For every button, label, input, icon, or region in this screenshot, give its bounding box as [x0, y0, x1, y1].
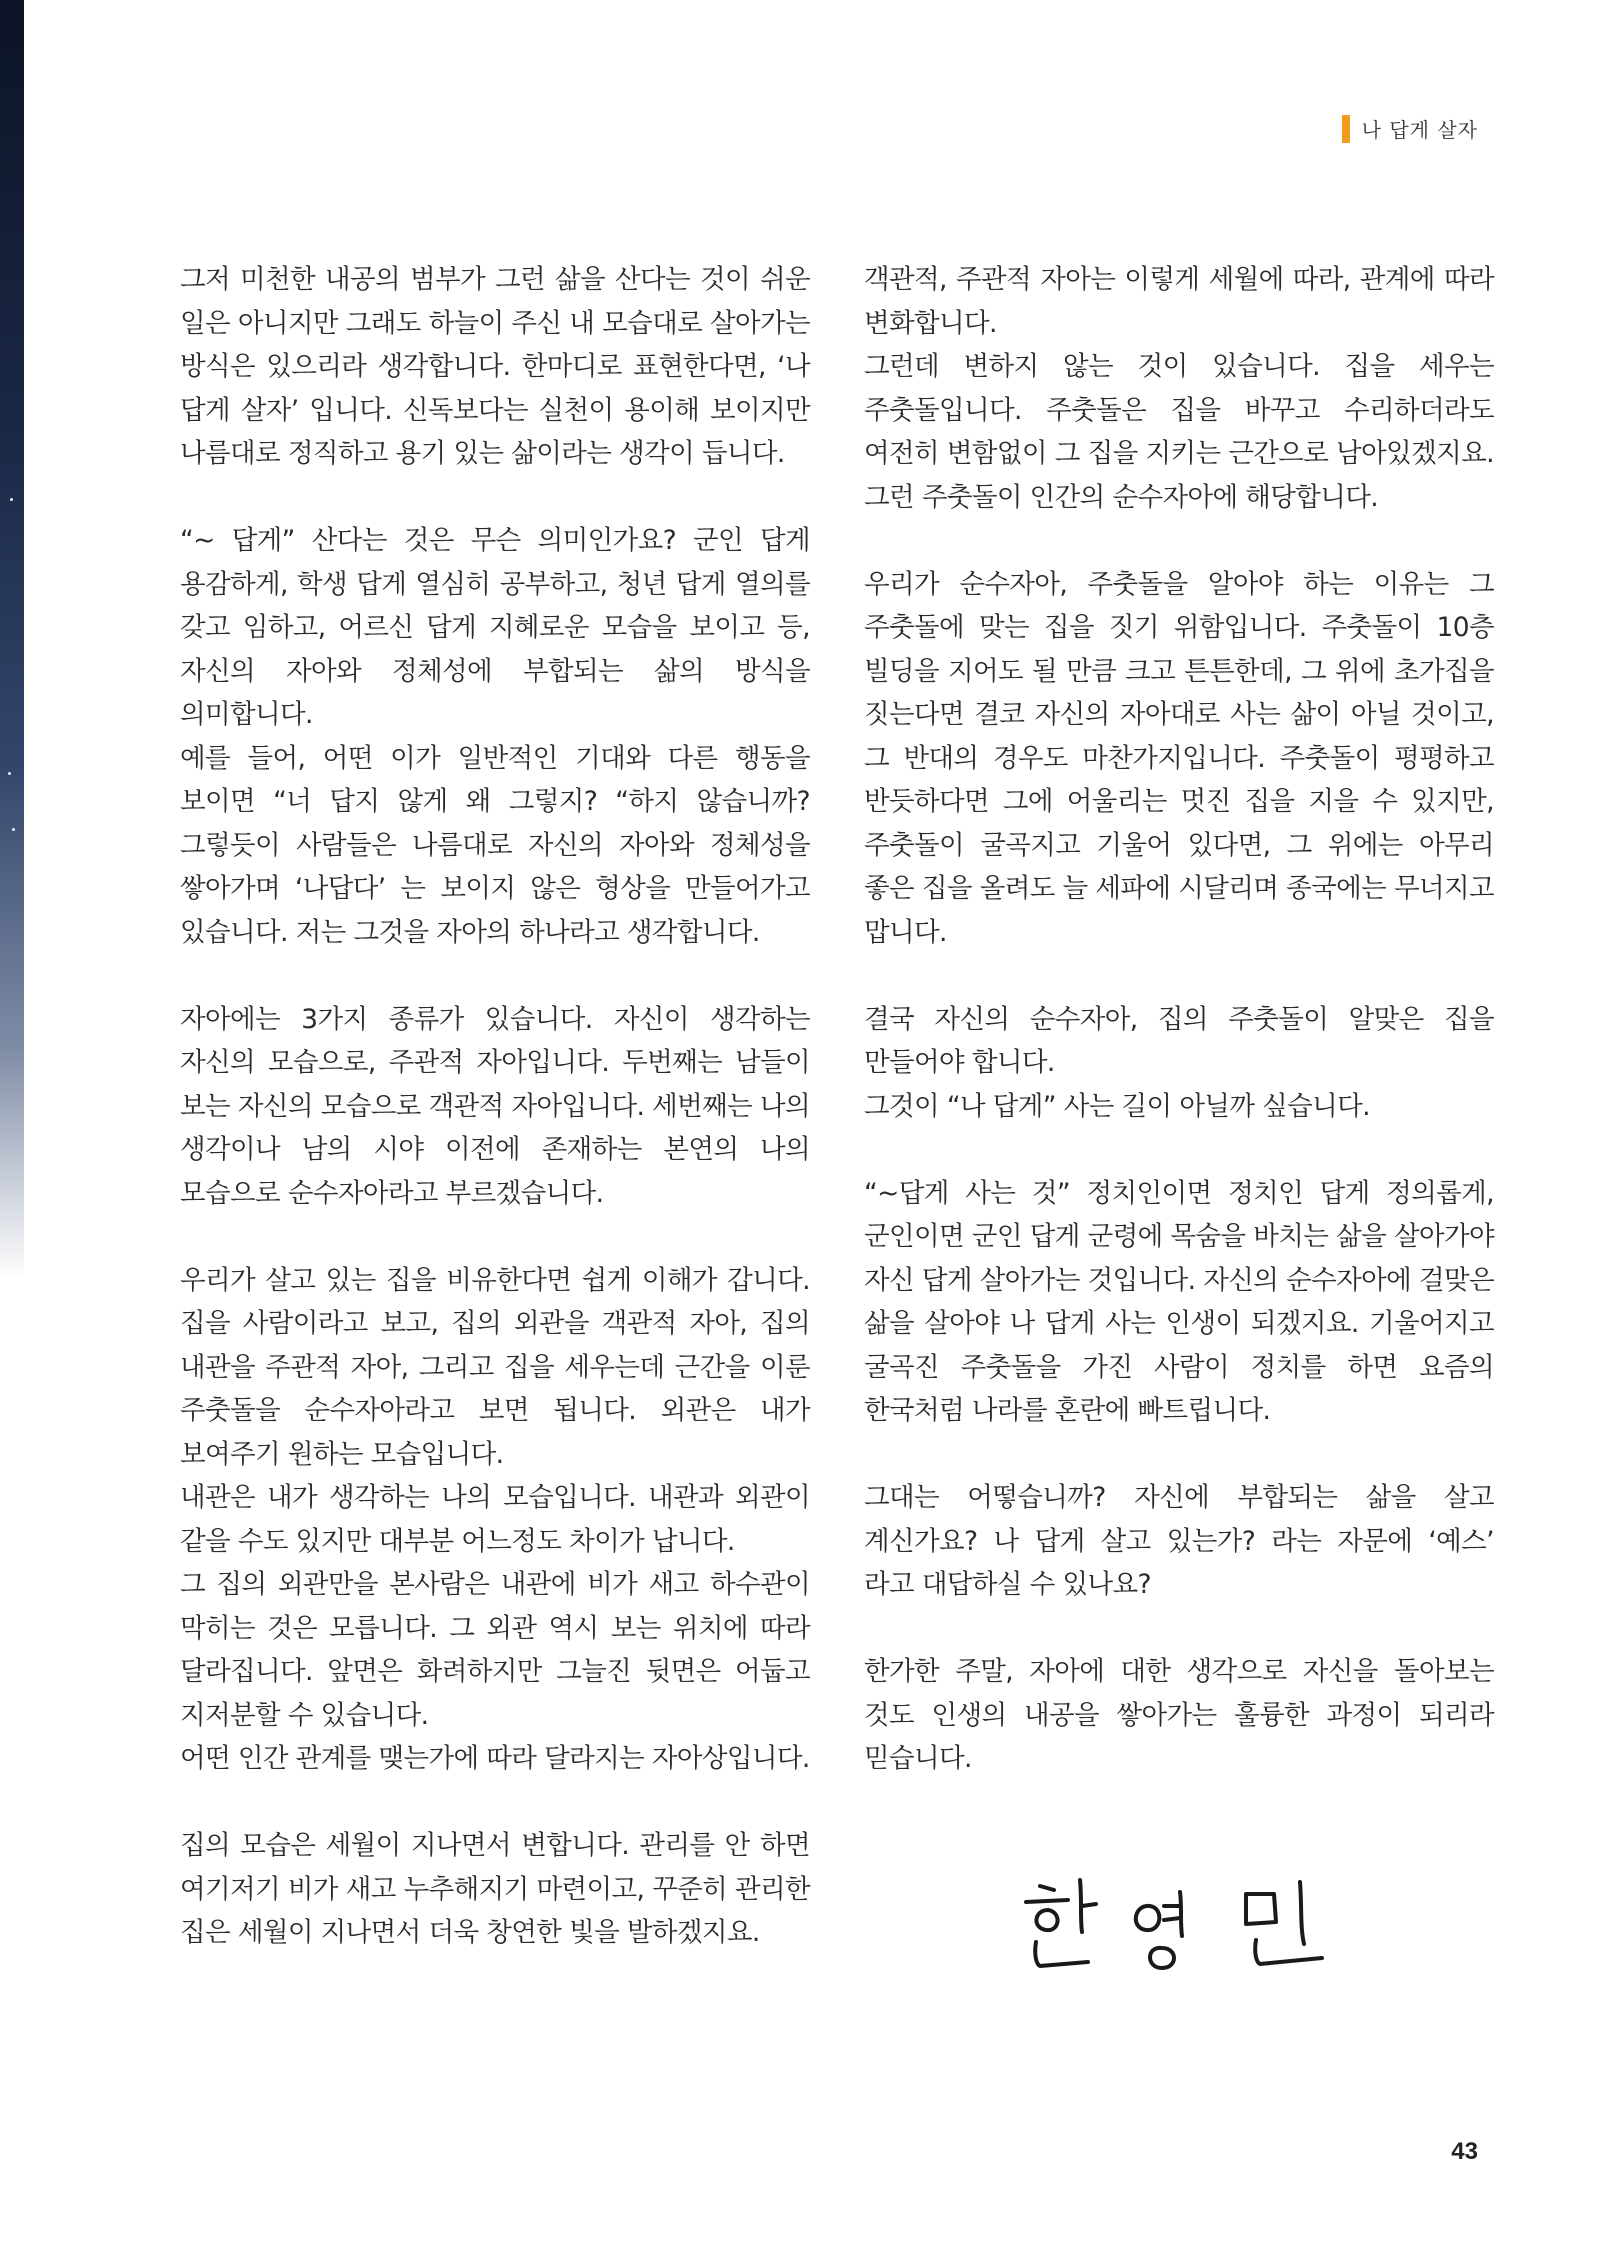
- paragraph: 그 집의 외관만을 본사람은 내관에 비가 새고 하수관이 막히는 것은 모릅니다. 그 외관 역시 보는 위치에 따라 달라집니다. 앞면은 화려하지만 그늘진 뒷면은 어둡고 지저분할 수 있습니다.: [180, 1569, 810, 1731]
- section-title: 나 답게 살자: [1361, 118, 1478, 142]
- section-header: [1342, 114, 1478, 143]
- paragraph: 내관은 내가 생각하는 나의 모습입니다. 내관과 외관이 같을 수도 있지만 대부분 어느정도 차이가 납니다.: [180, 1482, 810, 1557]
- paragraph: 객관적, 주관적 자아는 이렇게 세월에 따라, 관계에 따라 변화합니다.: [864, 264, 1494, 339]
- paragraph: 자아에는 3가지 종류가 있습니다. 자신이 생각하는 자신의 모습으로, 주관적 자아입니다. 두번째는 남들이 보는 자신의 모습으로 객관적 자아입니다. 세번째는 나의 생각이나 남의 시야 이전에 존재하는 본연의 나의 모습으로 순수자아라고 부르겠습니다.: [180, 1003, 810, 1209]
- star-dot: [8, 772, 11, 775]
- edge-decoration: [0, 0, 24, 1280]
- paragraph: 우리가 살고 있는 집을 비유한다면 쉽게 이해가 갑니다. 집을 사람이라고 보고, 집의 외관을 객관적 자아, 집의 내관을 주관적 자아, 그리고 집을 세우는데 근간을 이룬 주춧돌을 순수자아라고 보면 됩니다. 외관은 내가 보여주기 원하는 모습입니다.: [180, 1264, 810, 1470]
- paragraph: “~답게 사는 것” 정치인이면 정치인 답게 정의롭게, 군인이면 군인 답게 군령에 목숨을 바치는 삶을 살아가야 자신 답게 살아가는 것입니다. 자신의 순수자아에 걸맞은 삶을 살아야 나 답게 사는 인생이 되겠지요. 기울어지고 굴곡진 주춧돌을 가진 사람이 정치를 하면 요즘의 한국처럼 나라를 혼란에 빠트립니다.: [864, 1177, 1494, 1426]
- right-column: [864, 258, 1494, 1781]
- paragraph: 그대는 어떻습니까? 자신에 부합되는 삶을 살고 계신가요? 나 답게 살고 있는가? 라는 자문에 ‘예스’ 라고 대답하실 수 있나요?: [864, 1482, 1494, 1600]
- star-dot: [12, 828, 15, 831]
- signature: [1010, 1870, 1370, 1980]
- signature-drawing: [1010, 1870, 1370, 1980]
- accent-bar: [1342, 115, 1350, 143]
- paragraph: 그런데 변하지 않는 것이 있습니다. 집을 세우는 주춧돌입니다. 주춧돌은 집을 바꾸고 수리하더라도 여전히 변함없이 그 집을 지키는 근간으로 남아있겠지요. 그런 주춧돌이 인간의 순수자아에 해당합니다.: [864, 351, 1494, 513]
- left-column: [180, 258, 810, 1955]
- paragraph: 예를 들어, 어떤 이가 일반적인 기대와 다른 행동을 보이면 “너 답지 않게 왜 그렇지? “하지 않습니까? 그렇듯이 사람들은 나름대로 자신의 자아와 정체성을 쌓아가며 ‘나답다’ 는 보이지 않은 형상을 만들어가고 있습니다. 저는 그것을 자아의 하나라고 생각합니다.: [180, 742, 810, 948]
- paragraph: 어떤 인간 관계를 맺는가에 따라 달라지는 자아상입니다.: [180, 1743, 810, 1774]
- paragraph: 결국 자신의 순수자아, 집의 주춧돌이 알맞은 집을 만들어야 합니다.: [864, 1003, 1494, 1078]
- star-dot: [10, 498, 13, 501]
- paragraph: 한가한 주말, 자아에 대한 생각으로 자신을 돌아보는 것도 인생의 내공을 쌓아가는 훌륭한 과정이 되리라 믿습니다.: [864, 1656, 1494, 1774]
- paragraph: “~ 답게” 산다는 것은 무슨 의미인가요? 군인 답게 용감하게, 학생 답게 열심히 공부하고, 청년 답게 열의를 갖고 임하고, 어르신 답게 지혜로운 모습을 보이고 등, 자신의 자아와 정체성에 부합되는 삶의 방식을 의미합니다.: [180, 525, 810, 730]
- paragraph: 그것이 “나 답게” 사는 길이 아닐까 싶습니다.: [864, 1090, 1371, 1122]
- paragraph: 집의 모습은 세월이 지나면서 변합니다. 관리를 안 하면 여기저기 비가 새고 누추해지기 마련이고, 꾸준히 관리한 집은 세월이 지나면서 더욱 창연한 빛을 발하겠지요.: [180, 1830, 810, 1948]
- page-number: 43: [1451, 2138, 1478, 2165]
- paragraph: 그저 미천한 내공의 범부가 그런 삶을 산다는 것이 쉬운 일은 아니지만 그래도 하늘이 주신 내 모습대로 살아가는 방식은 있으리라 생각합니다. 한마디로 표현한다면, ‘나 답게 살자’ 입니다. 신독보다는 실천이 용이해 보이지만 나름대로 정직하고 용기 있는 삶이라는 생각이 듭니다.: [180, 264, 810, 469]
- paragraph: 우리가 순수자아, 주춧돌을 알아야 하는 이유는 그 주춧돌에 맞는 집을 짓기 위함입니다. 주춧돌이 10층 빌딩을 지어도 될 만큼 크고 튼튼한데, 그 위에 초가집을 짓는다면 결코 자신의 자아대로 사는 삶이 아닐 것이고, 그 반대의 경우도 마찬가지입니다. 주춧돌이 평평하고 반듯하다면 그에 어울리는 멋진 집을 지을 수 있지만, 주춧돌이 굴곡지고 기울어 있다면, 그 위에는 아무리 좋은 집을 올려도 늘 세파에 시달리며 종국에는 무너지고 맙니다.: [864, 568, 1494, 948]
